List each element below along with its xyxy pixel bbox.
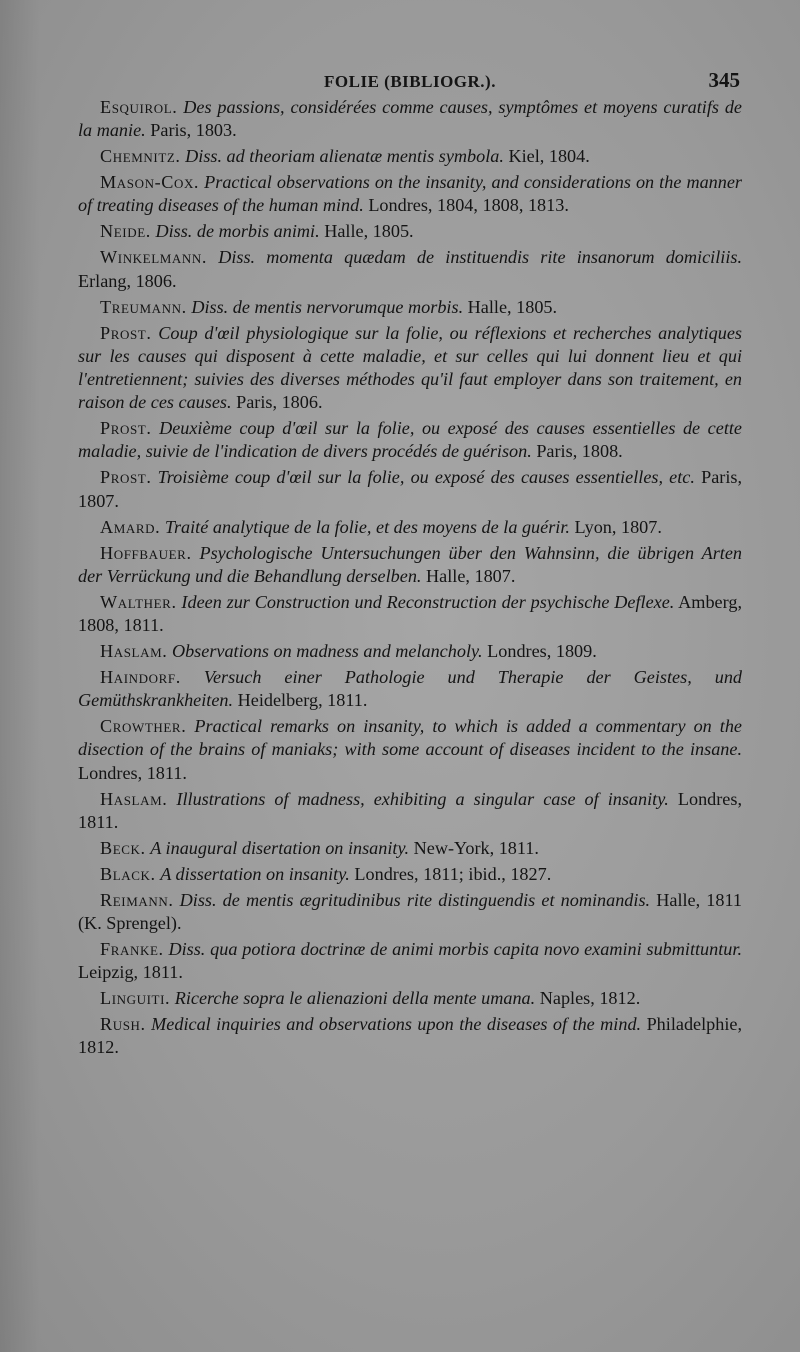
entry-title: Coup d'œil physiologique sur la folie, ou réflexions et recherches analytiques sur les causes qui disposent à cette maladie, et sur celles qui lui donnent lieu et qui l'entretiennent; suivies des diverses méthodes qu'il faut employer dans son traitement, en raison de ces causes. — [78, 322, 742, 413]
entry-title: Troisième coup d'œil sur la folie, ou exposé des causes essentielles, etc. — [157, 467, 695, 488]
entry-author: Winkelmann. — [100, 247, 208, 268]
bibliography-entry — [78, 640, 742, 663]
entry-author: Neide. — [100, 221, 151, 242]
entry-author: Amard. — [100, 516, 161, 537]
entry-author: Beck. — [100, 837, 146, 858]
entry-title: Diss. momenta quædam de instituendis rite insanorum domiciliis. — [218, 247, 742, 268]
entry-title: Versuch einer Pathologie und Therapie der Geistes, und Gemüthskrankheiten. — [78, 667, 743, 711]
running-head — [78, 66, 742, 96]
entry-author: Chemnitz. — [100, 146, 181, 167]
page-number: 345 — [708, 68, 740, 92]
entry-title: Des passions, considérées comme causes, symptômes et moyens curatifs de la manie. — [78, 97, 743, 141]
entry-author: Rush. — [100, 1014, 146, 1035]
entry-author: Esquirol. — [100, 97, 178, 117]
entry-imprint: Naples, 1812. — [539, 988, 641, 1009]
bibliography-entry — [78, 220, 742, 243]
running-title: FOLIE (BIBLIOGR.). — [324, 72, 496, 91]
entry-author: Haindorf. — [100, 667, 181, 688]
entry-author: Franke. — [100, 939, 164, 960]
entry-imprint: Heidelberg, 1811. — [237, 690, 368, 711]
entry-author: Treumann. — [100, 296, 187, 317]
entry-author: Haslam. — [100, 641, 168, 662]
bibliography-list — [78, 96, 742, 1060]
entry-author: Black. — [100, 863, 156, 884]
entry-imprint: Lyon, 1807. — [574, 516, 662, 537]
bibliography-entry — [78, 542, 742, 588]
entry-title: Ideen zur Construction und Reconstruction der psychische Deflexe. — [181, 591, 675, 612]
entry-imprint: Londres, 1804, 1808, 1813. — [368, 195, 569, 216]
entry-imprint: Paris, 1808. — [536, 441, 623, 462]
entry-title: Observations on madness and melancholy. — [171, 641, 483, 662]
entry-imprint: Amberg, 1808, 1811. — [78, 591, 742, 636]
entry-title: Ricerche sopra le alienazioni della mente umana. — [174, 988, 536, 1009]
bibliography-entry — [78, 889, 742, 935]
bibliography-entry — [78, 591, 742, 637]
entry-imprint: Londres, 1811; ibid., 1827. — [354, 863, 552, 884]
entry-imprint: Halle, 1805. — [324, 221, 414, 242]
bibliography-entry — [78, 171, 742, 217]
entry-title: Diss. ad theoriam alienatæ mentis symbola. — [185, 146, 504, 167]
entry-imprint: Erlang, 1806. — [78, 270, 177, 291]
entry-author: Prost. — [100, 322, 152, 343]
entry-title: Practical observations on the insanity, and considerations on the manner of treating diseases of the human mind. — [78, 172, 743, 216]
entry-title: A dissertation on insanity. — [160, 863, 350, 884]
entry-author: Walther. — [100, 591, 177, 612]
bibliography-entry — [78, 516, 742, 539]
entry-imprint: Leipzig, 1811. — [78, 962, 183, 983]
bibliography-entry — [78, 1013, 742, 1059]
entry-imprint: Paris, 1806. — [236, 392, 323, 413]
entry-author: Reimann. — [100, 889, 174, 910]
entry-imprint: Kiel, 1804. — [508, 146, 590, 167]
bibliography-entry — [78, 322, 742, 415]
bibliography-entry — [78, 145, 742, 168]
entry-imprint: Philadelphie, 1812. — [78, 1014, 743, 1058]
bibliography-entry — [78, 715, 742, 785]
entry-imprint: Halle, 1805. — [467, 296, 558, 317]
entry-imprint: Paris, 1807. — [78, 467, 743, 511]
bibliography-entry — [78, 296, 742, 319]
entry-title: Traité analytique de la folie, et des moyens de la guérir. — [164, 516, 570, 537]
entry-imprint: Londres, 1809. — [487, 641, 597, 662]
entry-title: Illustrations of madness, exhibiting a singular case of insanity. — [176, 788, 669, 809]
bibliography-entry — [78, 938, 742, 984]
entry-title: Practical remarks on insanity, to which is added a commentary on the disection of the brains of maniaks; with some account of diseases incident to the insane. — [78, 716, 743, 760]
entry-title: Psychologische Untersuchungen über den Wahnsinn, die übrigen Arten der Verrückung und die Behandlung derselben. — [78, 542, 742, 586]
bibliography-entry — [78, 417, 742, 463]
entry-title: Deuxième coup d'œil sur la folie, ou exposé des causes essentielles de cette maladie, suivie de l'indication de divers procédés de guérison. — [78, 418, 742, 462]
bibliography-entry — [78, 666, 742, 712]
entry-author: Crowther. — [100, 716, 187, 737]
entry-title: Diss. qua potiora doctrinæ de animi morbis capita novo examini submittuntur. — [168, 939, 742, 960]
bibliography-entry — [78, 96, 742, 142]
bibliography-entry — [78, 788, 742, 834]
bibliography-entry — [78, 863, 742, 886]
entry-imprint: New-York, 1811. — [413, 837, 539, 858]
entry-author: Linguiti. — [100, 988, 171, 1009]
entry-imprint: Londres, 1811. — [78, 788, 743, 832]
entry-title: Diss. de morbis animi. — [155, 221, 320, 242]
bibliography-entry — [78, 837, 742, 860]
entry-title: Diss. de mentis ægritudinibus rite distinguendis et nominandis. — [179, 889, 651, 910]
entry-imprint: Londres, 1811. — [78, 762, 187, 783]
bibliography-entry — [78, 246, 742, 292]
entry-author: Prost. — [100, 467, 152, 488]
entry-author: Prost. — [100, 418, 152, 439]
entry-imprint: Paris, 1803. — [150, 120, 237, 141]
entry-author: Hoffbauer. — [100, 542, 192, 563]
entry-title: Medical inquiries and observations upon the diseases of the mind. — [151, 1014, 642, 1035]
entry-title: Diss. de mentis nervorumque morbis. — [191, 296, 464, 317]
entry-title: A inaugural disertation on insanity. — [150, 837, 410, 858]
entry-author: Mason-Cox. — [100, 172, 200, 193]
bibliography-entry — [78, 987, 742, 1010]
bibliography-entry — [78, 466, 742, 512]
entry-imprint: Halle, 1811 (K. Sprengel). — [78, 889, 743, 934]
entry-imprint: Halle, 1807. — [426, 565, 516, 586]
entry-author: Haslam. — [100, 788, 168, 809]
